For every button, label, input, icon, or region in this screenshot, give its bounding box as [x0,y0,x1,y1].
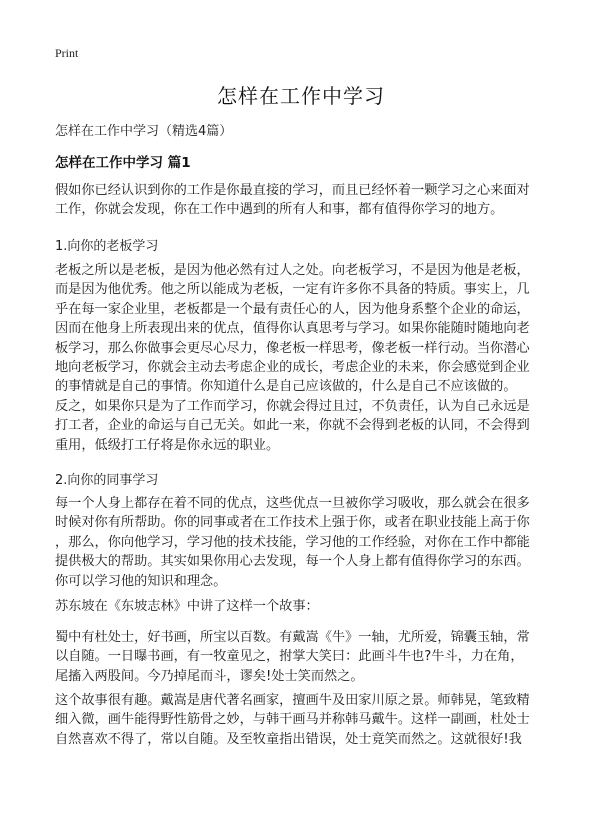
document-subtitle: 怎样在工作中学习（精选4篇） [55,124,233,139]
text-line: 的事情就是自己的事情。你知道什么是自己应该做的，什么是自己不应该做的。 [55,379,517,395]
text-line: 尾搐入两股间。今乃掉尾而斗，谬矣!处士笑而然之。 [55,668,364,684]
paragraph-boss [55,261,547,397]
subheading-learn-from-boss: 1.向你的老板学习 [55,239,159,254]
paragraph-colleagues [55,494,547,591]
text-line: 重用，低级打工仔将是你永远的职业。 [55,437,280,453]
text-line: 你可以学习他的知识和理念。 [55,573,227,589]
print-label[interactable]: Print [55,46,79,60]
text-line: 而是因为他优秀。他之所以能成为老板，一定有许多你不具备的特质。事实上，几 [55,282,530,298]
page-title: 怎样在工作中学习 [217,84,385,108]
text-line: 蜀中有杜处士，好书画，所宝以百数。有戴嵩《牛》一轴，尤所爱，锦囊玉轴，常 [55,630,530,645]
paragraph-su-dongpo [55,597,547,616]
text-line: 反之，如果你只是为了工作而学习，你就会得过且过，不负责任，认为自己永远是 [55,399,530,414]
paragraph-contrary [55,397,547,455]
paragraph-story [55,628,547,686]
text-line: 因而在他身上所表现出来的优点，值得你认真思考与学习。如果你能随时随地向老 [55,321,530,337]
text-line: 工作，你就会发现，你在工作中遇到的所有人和事，都有值得你学习的地方。 [55,202,504,218]
text-line: 乎在每一家企业里，老板都是一个最有责任心的人，因为他身系整个企业的命运， [55,301,530,317]
text-line: 老板之所以是老板，是因为他必然有过人之处。向老板学习，不是因为他是老板， [55,263,530,278]
text-line: 每一个人身上都存在着不同的优点，这些优点一旦被你学习吸收，那么就会在很多 [55,496,530,511]
paragraph-intro [55,181,547,220]
text-line: 自然喜欢不得了，常以自随。及至牧童指出错误，处士竟笑而然之。这就很好!我 [55,731,522,747]
text-line: 细入微，画牛能得野性筋骨之妙，与韩干画马并称韩马戴牛。这样一副画，杜处士 [55,712,530,728]
text-line: 提供极大的帮助。其实如果你用心去发现，每一个人身上都有值得你学习的东西。 [55,554,530,570]
text-line: 以自随。一日曝书画，有一牧童见之，拊掌大笑曰：此画斗牛也?牛斗，力在角， [55,649,524,665]
text-line: 时候对你有所帮助。你的同事或者在工作技术上强于你，或者在职业技能上高于你 [55,515,530,531]
paragraph-commentary [55,691,547,749]
text-line: 地向老板学习，你就会主动去考虑企业的成长，考虑企业的未来，你会感觉到企业 [55,360,530,376]
text-line: 苏东坡在《东坡志林》中讲了这样一个故事： [55,599,319,614]
text-line: 打工者，企业的命运与自己无关。如此一来，你就不会得到老板的认同，不会得到 [55,418,530,434]
subheading-learn-from-colleagues: 2.向你的同事学习 [55,473,159,488]
text-line: 板学习，那么你做事会更尽心尽力，像老板一样思考，像老板一样行动。当你潜心 [55,340,530,356]
section-heading: 怎样在工作中学习 篇1 [55,155,191,171]
text-line: 假如你已经认识到你的工作是你最直接的学习，而且已经怀着一颗学习之心来面对 [55,183,530,198]
text-line: ，那么，你向他学习，学习他的技术技能，学习他的工作经验，对你在工作中都能 [55,534,530,550]
text-line: 这个故事很有趣。戴嵩是唐代著名画家，擅画牛及田家川原之景。师韩晃，笔致精 [55,693,530,708]
